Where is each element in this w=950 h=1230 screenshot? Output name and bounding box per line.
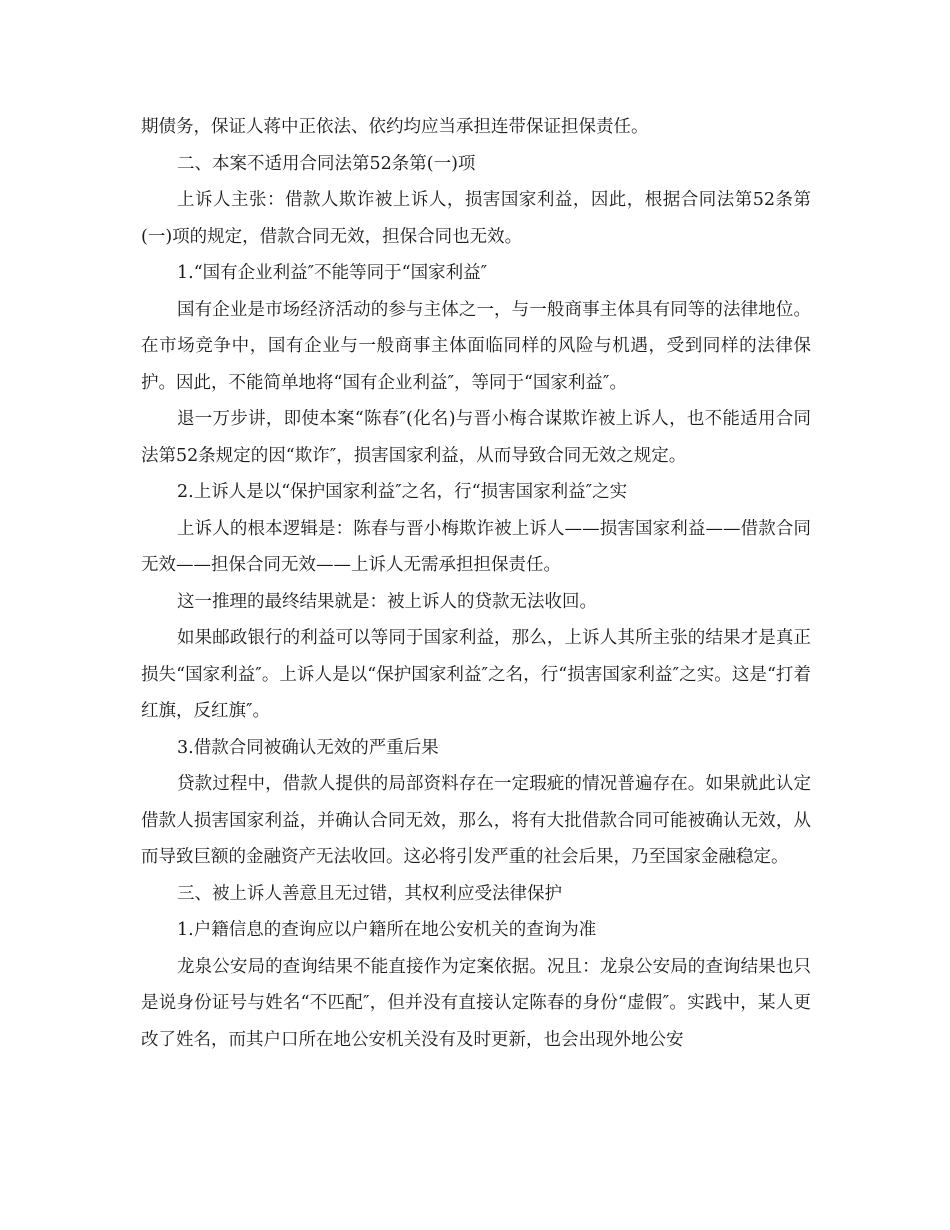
subheading-4: 1.户籍信息的查询应以户籍所在地公安机关的查询为准: [177, 920, 597, 940]
paragraph-10: 如果邮政银行的利益可以等同于国家利益，那么，上诉人其所主张的结果才是真正损失“国家利益″。上诉人是以“保护国家利益″之名，行“损害国家利益″之实。这是“打着红旗，反红旗″。: [141, 628, 811, 721]
subheading-2: 2.上诉人是以“保护国家利益″之名，行“损害国家利益″之实: [177, 482, 628, 502]
section-heading-2: 二、本案不适用合同法第52条第(一)项: [177, 153, 476, 174]
paragraph-15: 龙泉公安局的查询结果不能直接作为定案依据。况且：龙泉公安局的查询结果也只是说身份证号与姓名“不匹配″，但并没有直接认定陈春的身份“虚假″。实践中，某人更改了姓名，而其户口所在地公安机关没有及时更新，也会出现外地公安: [141, 956, 811, 1050]
paragraph-1: 期债务，保证人蒋中正依法、依约均应当承担连带保证担保责任。: [141, 117, 649, 137]
subheading-3: 3.借款合同被确认无效的严重后果: [177, 737, 439, 758]
document-body: [141, 109, 811, 1058]
subheading-1: 1.“国有企业利益″不能等同于“国家利益″: [177, 263, 488, 283]
paragraph-3: 上诉人主张：借款人欺诈被上诉人，损害国家利益，因此，根据合同法第52条第(一)项的规定，借款合同无效，担保合同也无效。: [141, 190, 811, 247]
paragraph-6: 退一万步讲，即使本案“陈春″(化名)与晋小梅合谋欺诈被上诉人，也不能适用合同法第52条规定的因“欺诈″，损害国家利益，从而导致合同无效之规定。: [141, 409, 811, 466]
section-heading-3: 三、被上诉人善意且无过错，其权利应受法律保护: [177, 883, 562, 904]
paragraph-9: 这一推理的最终结果就是：被上诉人的贷款无法收回。: [177, 591, 597, 612]
paragraph-5: 国有企业是市场经济活动的参与主体之一，与一般商事主体具有同等的法律地位。在市场竞争中，国有企业与一般商事主体面临同样的风险与机遇，受到同样的法律保护。因此，不能简单地将“国有企业利益″，等同于“国家利益″。: [141, 299, 811, 393]
paragraph-8: 上诉人的根本逻辑是：陈春与晋小梅欺诈被上诉人——损害国家利益——借款合同无效——担保合同无效——上诉人无需承担担保责任。: [141, 518, 811, 575]
paragraph-12: 贷款过程中，借款人提供的局部资料存在一定瑕疵的情况普遍存在。如果就此认定借款人损害国家利益，并确认合同无效，那么，将有大批借款合同可能被确认无效，从而导致巨额的金融资产无法收回。这必将引发严重的社会后果，乃至国家金融稳定。: [141, 774, 811, 867]
